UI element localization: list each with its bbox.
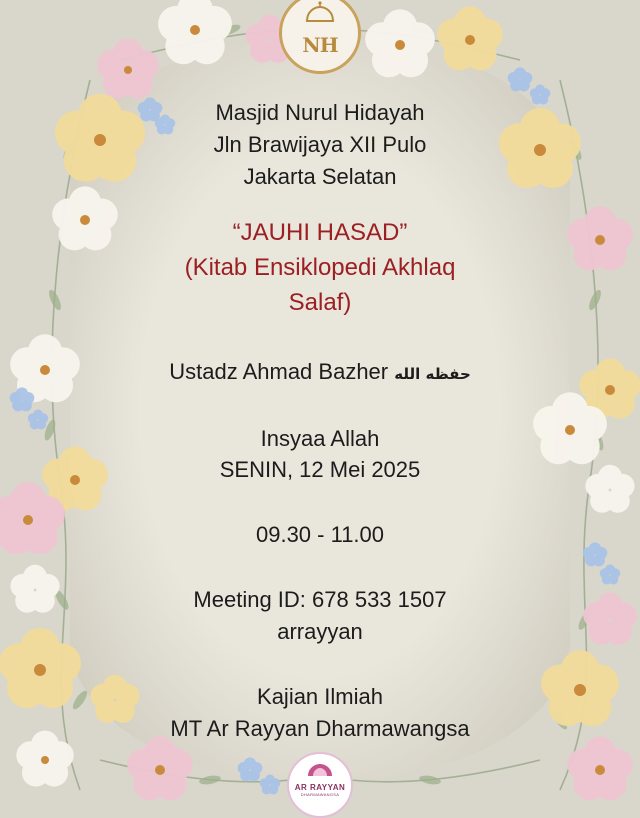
venue-name: Masjid Nurul Hidayah	[215, 100, 425, 125]
meeting-id: Meeting ID: 678 533 1507	[193, 587, 447, 612]
flyer-content	[70, 0, 570, 800]
topic-book-line1: (Kitab Ensiklopedi Akhlaq	[184, 254, 456, 281]
masjid-monogram: NH	[302, 33, 338, 57]
speaker	[70, 357, 570, 389]
speaker-honorific: حفظه الله	[394, 365, 471, 383]
venue-street: Jln Brawijaya XII Pulo	[213, 132, 427, 157]
organizer-line2: MT Ar Rayyan Dharmawangsa	[170, 716, 470, 741]
ar-rayyan-logo-name: AR RAYYAN	[294, 783, 346, 792]
topic-title: “JAUHI HASAD”	[232, 219, 408, 246]
schedule-date: SENIN, 12 Mei 2025	[219, 457, 421, 482]
mosque-dome-icon	[303, 1, 337, 23]
dome-arch-icon	[305, 763, 335, 777]
schedule-intro: Insyaa Allah	[260, 426, 380, 451]
masjid-logo	[279, 0, 361, 74]
meeting-passcode: arrayyan	[277, 619, 363, 644]
ar-rayyan-logo-sub: DHARMAWANGSA	[300, 792, 340, 797]
ar-rayyan-logo	[287, 752, 353, 818]
organizer-line1: Kajian Ilmiah	[257, 684, 383, 709]
speaker-name: Ustadz Ahmad Bazher	[169, 359, 389, 384]
schedule-time: 09.30 - 11.00	[255, 522, 385, 547]
topic-book-line2: Salaf)	[288, 289, 352, 316]
venue-city: Jakarta Selatan	[243, 164, 397, 189]
